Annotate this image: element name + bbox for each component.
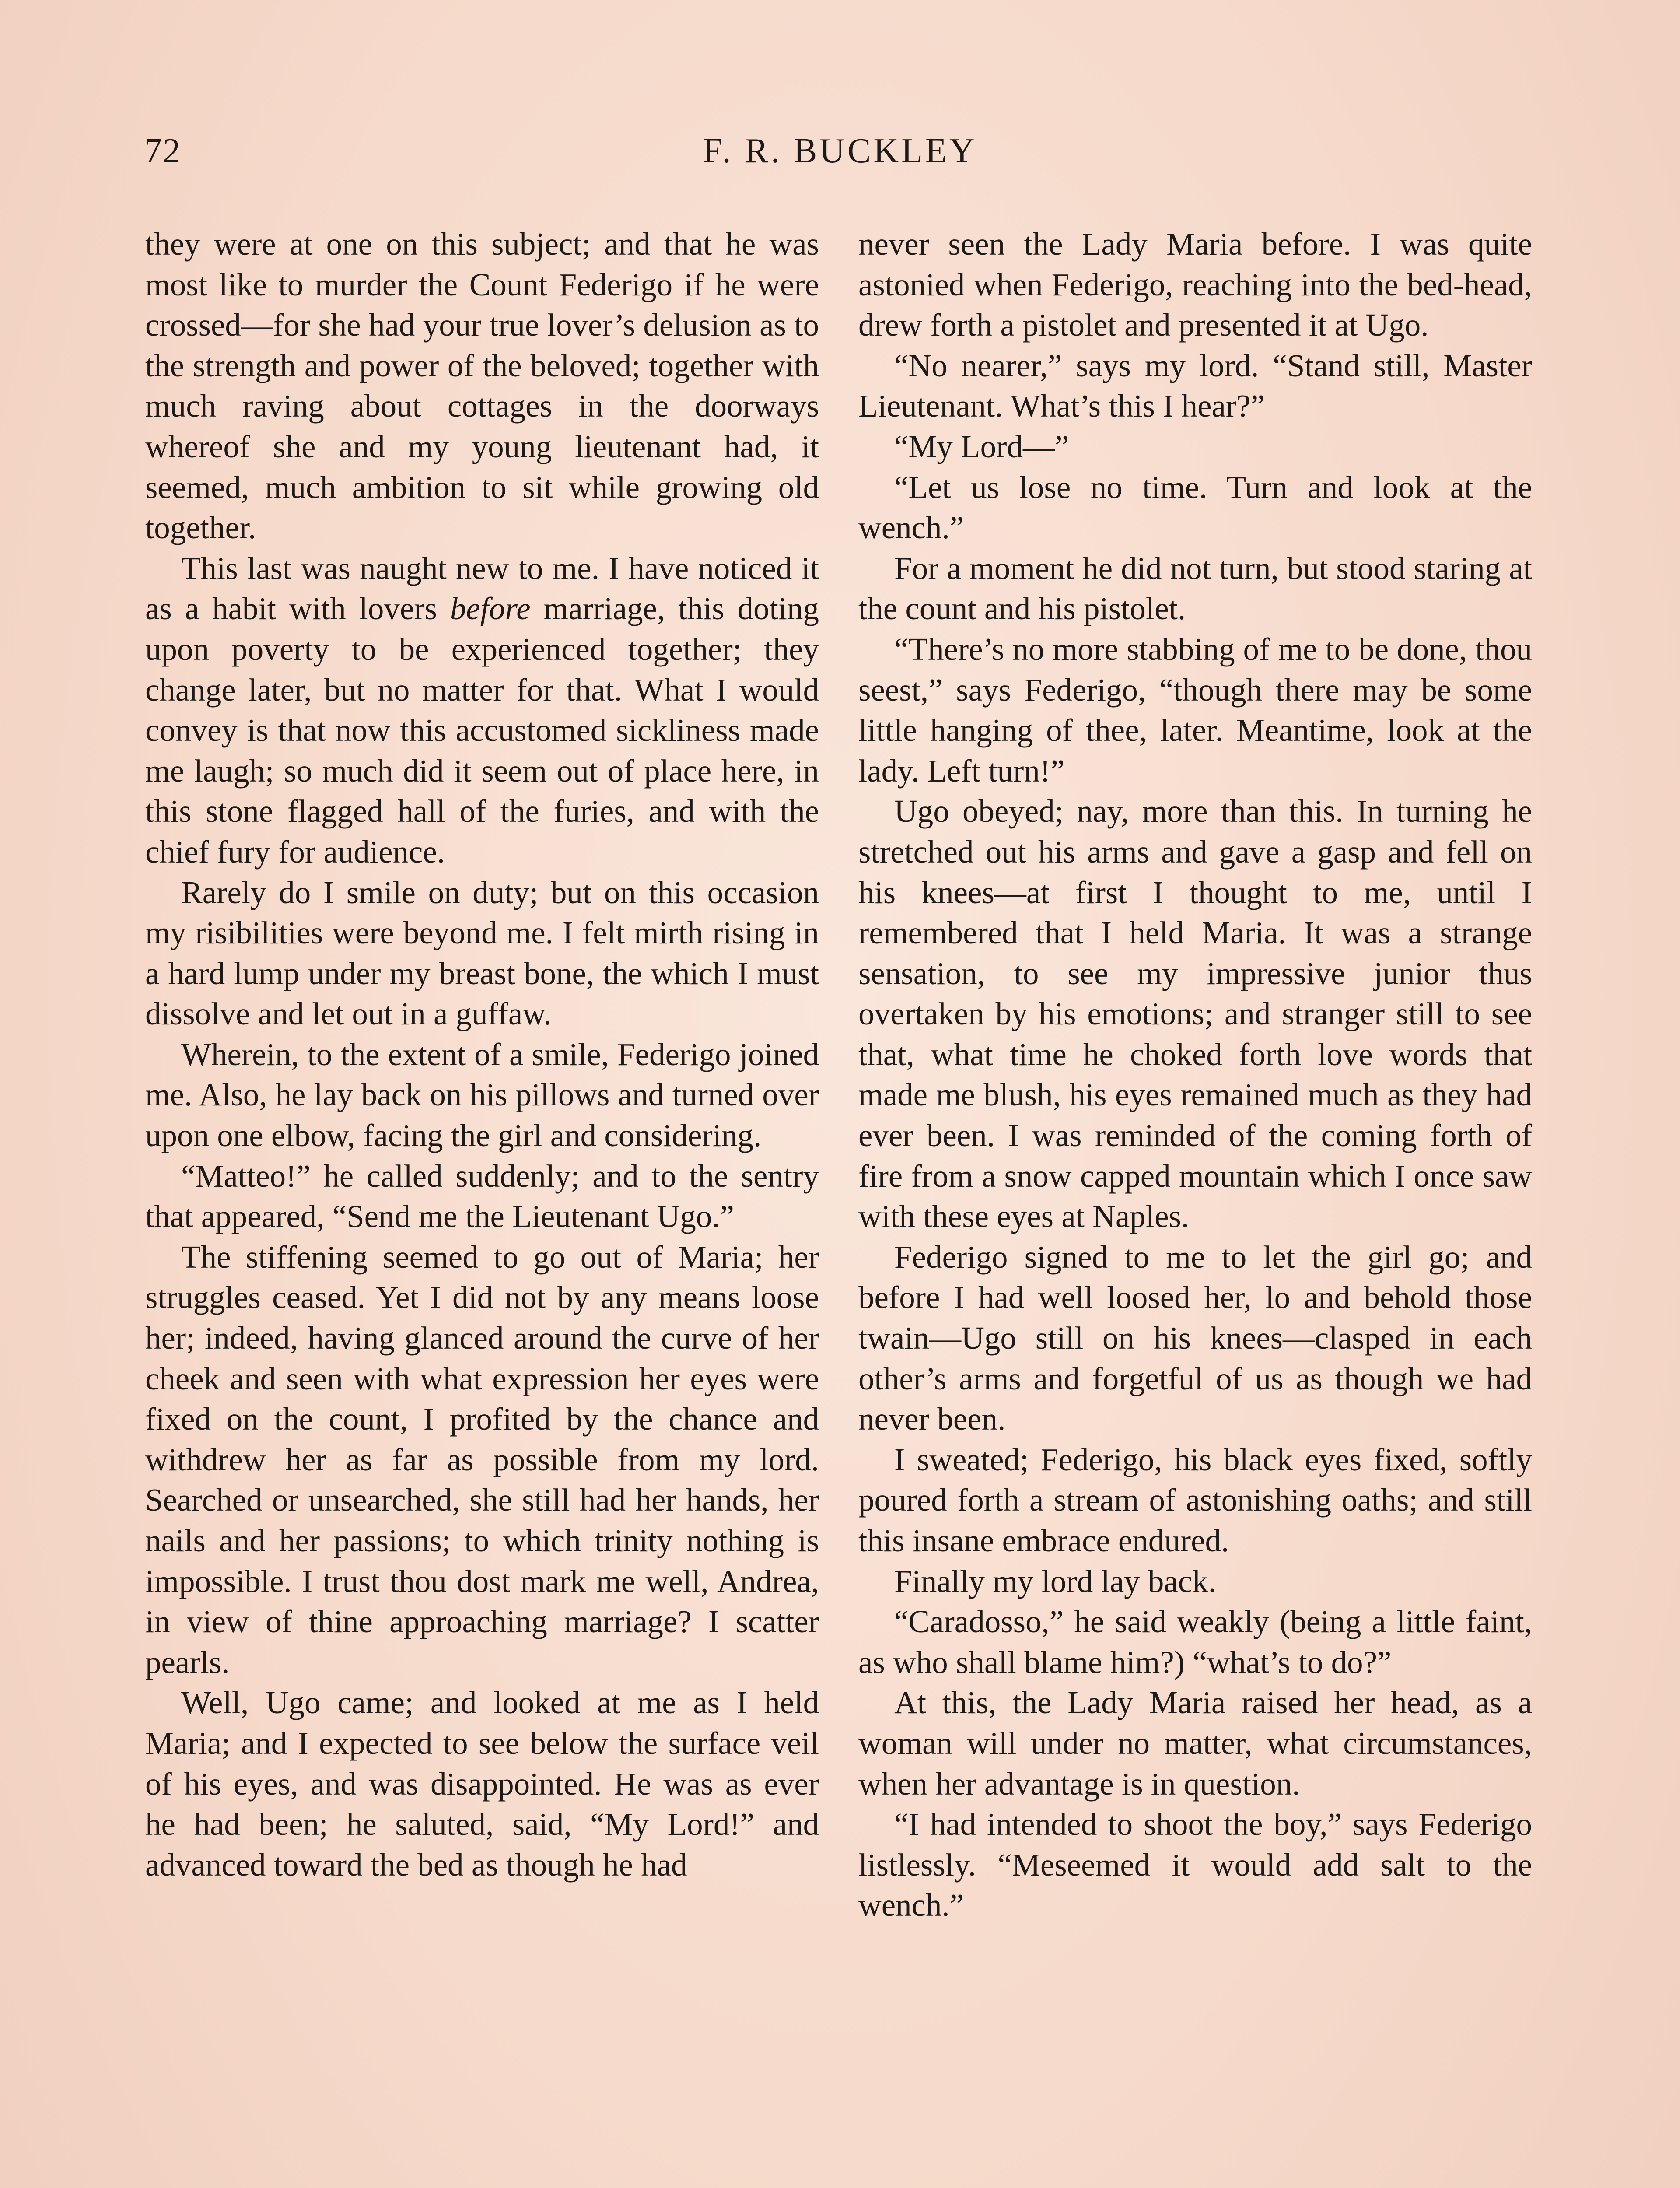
text-run: marriage, this doting upon poverty to be experienced together; they change later, but no matter for that. What I would convey is that now this accustomed sickliness made me laugh; so much did it seem out of place here, in this stone flagged hall of the furies, and with the chief fury for audience.	[145, 591, 819, 870]
left-column	[145, 224, 819, 1885]
paragraph: “Let us lose no time. Turn and look at the wench.”	[858, 469, 1532, 546]
paragraph: “I had intended to shoot the boy,” says Federigo listlessly. “Meseemed it would add salt to the wench.”	[858, 1806, 1532, 1923]
page-number: 72	[144, 132, 181, 170]
paragraph: Finally my lord lay back.	[894, 1563, 1216, 1599]
paragraph: At this, the Lady Maria raised her head, as a woman will under no matter, what circumstances, when her advantage is in question.	[858, 1685, 1532, 1802]
paragraph: Federigo signed to me to let the girl go; and before I had well loosed her, lo and behold those twain—Ugo still on his knees—clasped in each other’s arms and forgetful of us as though we had never been.	[858, 1239, 1532, 1437]
paragraph: “Matteo!” he called suddenly; and to the sentry that appeared, “Send me the Lieutenant Ugo.”	[145, 1158, 819, 1234]
paragraph: The stiffening seemed to go out of Maria; her struggles ceased. Yet I did not by any means loose her; indeed, having glanced around the curve of her cheek and seen with what expression her eyes were fixed on the count, I profited by the chance and withdrew her as far as possible from my lord. Searched or unsearched, she still had her hands, her nails and her passions; to which trinity nothing is impossible. I trust thou dost mark me well, Andrea, in view of thine approaching marriage? I scatter pearls.	[145, 1239, 819, 1680]
paragraph	[145, 548, 819, 873]
paragraph: never seen the Lady Maria before. I was quite astonied when Federigo, reaching into the bed-head, drew forth a pistolet and presented it at Ugo.	[858, 226, 1532, 343]
paragraph: Ugo obeyed; nay, more than this. In turning he stretched out his arms and gave a gasp and fell on his knees—at first I thought to me, until I remembered that I held Maria. It was a strange sensation, to see my impressive junior thus overtaken by his emotions; and stranger still to see that, what time he choked forth love words that made me blush, his eyes remained much as they had ever been. I was reminded of the coming forth of fire from a snow capped mountain which I once saw with these eyes at Naples.	[858, 793, 1532, 1234]
paragraph: “No nearer,” says my lord. “Stand still, Master Lieutenant. What’s this I hear?”	[858, 347, 1532, 424]
paragraph: “My Lord—”	[894, 428, 1069, 464]
paragraph: Rarely do I smile on duty; but on this occasion my risibilities were beyond me. I felt mirth rising in a hard lump under my breast bone, the which I must dissolve and let out in a guffaw.	[145, 874, 819, 1032]
paragraph: Wherein, to the extent of a smile, Federigo joined me. Also, he lay back on his pillows and turned over upon one elbow, facing the girl and considering.	[145, 1036, 819, 1154]
running-head: F. R. BUCKLEY	[703, 132, 977, 170]
paragraph: “Caradosso,” he said weakly (being a little faint, as who shall blame him?) “what’s to do?”	[858, 1604, 1532, 1680]
paragraph: Well, Ugo came; and looked at me as I held Maria; and I expected to see below the surface veil of his eyes, and was disappointed. He was as ever he had been; he saluted, said, “My Lord!” and advanced toward the bed as though he had	[145, 1685, 819, 1883]
paragraph: “There’s no more stabbing of me to be done, thou seest,” says Federigo, “though there may be some little hanging of thee, later. Meantime, look at the lady. Left turn!”	[858, 631, 1532, 789]
right-column	[858, 224, 1532, 1926]
paragraph: they were at one on this subject; and that he was most like to murder the Count Federigo if he were crossed—for she had your true lover’s delusion as to the strength and power of the beloved; together with much raving about cottages in the doorways whereof she and my young lieutenant had, it seemed, much ambition to sit while growing old together.	[145, 226, 819, 546]
page-header	[144, 131, 1536, 184]
emphasis: before	[450, 591, 531, 627]
paragraph: I sweated; Federigo, his black eyes fixed, softly poured forth a stream of astonishing oaths; and still this insane embrace endured.	[858, 1441, 1532, 1558]
paragraph: For a moment he did not turn, but stood staring at the count and his pistolet.	[858, 550, 1532, 627]
text-run: This last was naught new to me. I have noticed it as a habit with lovers	[145, 550, 819, 627]
